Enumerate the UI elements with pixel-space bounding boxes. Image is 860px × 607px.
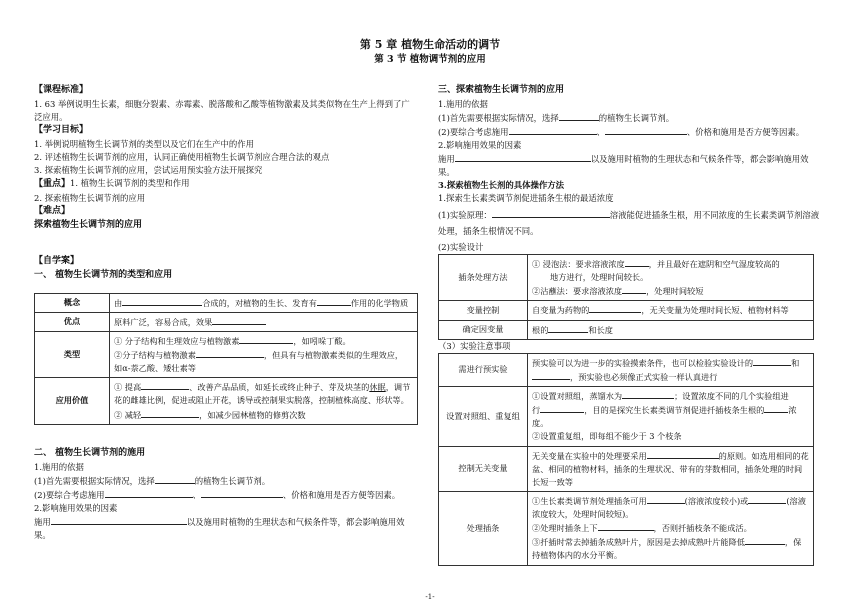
text-line: (2)实验设计 [438, 242, 484, 253]
goal-item: 2. 评述植物生长调节剂的应用，认同正确使用植物生长调节剂应合理合法的观点 [34, 151, 330, 162]
blank-field[interactable] [455, 152, 591, 162]
pre-experiment-label: 需进行预实验 [439, 353, 528, 386]
blank-field[interactable] [598, 521, 654, 531]
control-group-cell: ①设置对照组，蒸馏水为 ；设置浓度不同的几个实验组进 行 ，目的是探究生长素类调节剂促进扦插枝条生根的 浓度。 ②设置重复组，即每组不能少于 3 个枝条 [528, 387, 814, 447]
self-study-heading: 【自学案】 [34, 255, 80, 266]
standard-heading: 【课程标准】 [34, 85, 89, 95]
table-row [439, 255, 814, 301]
blank-field[interactable] [51, 515, 187, 525]
table-row [439, 387, 814, 447]
text-line: （3）实验注意事项 [438, 340, 511, 351]
blank-field[interactable] [239, 334, 293, 344]
blank-field[interactable] [622, 389, 674, 399]
blank-field[interactable] [625, 257, 649, 267]
blank-field[interactable] [317, 296, 351, 306]
text-line: 施用 以及施用时植物的生理状态和气候条件等，都会影响施用效果。 [438, 154, 809, 178]
text-line: (2)要综合考虑施用 、 、价格和施用是否方便等因素。 [34, 489, 401, 500]
chapter-title: 第 5 章 植物生命活动的调节 [359, 38, 501, 51]
pre-experiment-cell: 预实验可以为进一步的实验摸索条件，也可以检验实验设计的 和，预实验也必须像正式实验一样认真进行 [528, 353, 814, 386]
table-row [35, 293, 418, 312]
table-row [439, 320, 814, 339]
type-label: 类型 [35, 331, 110, 377]
text-line: 处理，插条生根情况不同。 [438, 226, 539, 237]
value-cell: ① 提高 、改善产品品质，如延长或终止种子、芽及块茎的休眠，调节花的雌雄比例，促进或阻止开花，诱导或控制果实脱落，控制植株高度、形状等。 ② 减轻 ，如减少园林植物的修剪次数 [110, 378, 418, 424]
blank-field[interactable] [764, 403, 788, 413]
text-line: 1.探索生长素类调节剂促进插条生根的最适浓度 [438, 193, 614, 204]
plant-regulator-table [34, 293, 418, 425]
blank-field[interactable] [212, 315, 266, 325]
right-column [438, 84, 822, 566]
blank-field[interactable] [155, 474, 195, 484]
text-line: 1.施用的依据 [438, 98, 488, 109]
dependent-label: 确定因变量 [439, 320, 528, 339]
irrelevant-variable-cell: 无关变量在实验中的处理要采用 的原则。如选用相同的花盆、相同的植物材料，插条的生理状况、带有的芽数相同，插条处理的时间长短一致等 [528, 446, 814, 491]
cutting-treatment-label: 处理插条 [439, 491, 528, 565]
type-cell: ① 分子结构和生理效应与植物激素 ，如吲哚丁酸。 ②分子结构与植物激素 ，但具有与植物激素类似的生理效应， 如α-萘乙酸、矮壮素等 [110, 331, 418, 377]
section-2-title: 二、 植物生长调节剂的施用 [34, 447, 146, 458]
section-3-title: 三、探索植物生长调节剂的应用 [438, 85, 565, 95]
blank-field[interactable] [122, 296, 202, 306]
irrelevant-variable-label: 控制无关变量 [439, 446, 528, 491]
text-line: (1)实验原理： 溶液能促进插条生根，用不同浓度的生长素类调节剂溶液 [438, 210, 820, 221]
table-row [439, 491, 814, 565]
blank-field[interactable] [196, 348, 264, 358]
table-row [35, 331, 418, 377]
value-label: 应用价值 [35, 378, 110, 424]
blank-field[interactable] [548, 323, 588, 333]
blank-field[interactable] [141, 408, 199, 418]
key-text: 1. 植物生长调节剂的类型和作用 [70, 177, 190, 188]
section-1-title: 一、 植物生长调节剂的类型和应用 [34, 269, 173, 280]
text-line: 施用 以及施用时植物的生理状态和气候条件等，都会影响施用效果。 [34, 516, 405, 540]
text-line: (1)首先需要根据实际情况，选择 的植物生长调节剂。 [34, 475, 271, 486]
treatment-cell: ① 浸泡法：要求溶液浓度 ，并且最好在遮阴和空气湿度较高的 地方进行，处理时间较长。 ②沾蘸法：要求溶液浓度 ，处理时间较短 [528, 255, 814, 301]
blank-field[interactable] [647, 449, 719, 459]
goal-item: 3. 探索植物生长调节剂的应用，尝试运用预实验方法开展探究 [34, 164, 263, 175]
difficult-heading: 【难点】 [34, 205, 71, 216]
concept-label: 概念 [35, 293, 110, 312]
left-column [34, 84, 418, 542]
blank-field[interactable] [589, 303, 641, 313]
variable-label: 变量控制 [439, 301, 528, 320]
text-line: 2.影响施用效果的因素 [34, 502, 118, 513]
treatment-label: 插条处理方法 [439, 255, 528, 301]
blank-field[interactable] [753, 356, 791, 366]
key-text-2: 2. 探索植物生长调节剂的应用 [34, 192, 146, 203]
goals-heading: 【学习目标】 [34, 124, 89, 135]
dependent-cell: 根的 和长度 [528, 320, 814, 339]
concept-cell: 由 合成的，对植物的生长、发育有 作用的化学物质 [110, 293, 418, 312]
cutting-treatment-cell: ①生长素类调节剂处理插条可用 (溶液浓度较小)或 (溶液浓度较大，处理时间较短)。 ②处理时插条上下 ，否则扦插枝条不能成活。 ③扦插时常去掉插条成熟叶片，原因是去掉成熟叶片能降低 ，保持植物体内的水分平衡。 [528, 491, 814, 565]
blank-field[interactable] [105, 488, 193, 498]
variable-cell: 自变量为药物的 ，无关变量为处理时间长短、植物材料等 [528, 301, 814, 320]
blank-field[interactable] [559, 111, 599, 121]
text-line: 2.影响施用效果的因素 [438, 139, 522, 150]
notes-table [438, 353, 814, 566]
table-row [439, 446, 814, 491]
advantage-cell: 原料广泛，容易合成，效果 [110, 312, 418, 331]
table-row [439, 353, 814, 386]
table-row [439, 301, 814, 320]
text-line: (1)首先需要根据实际情况，选择 的植物生长调节剂。 [438, 112, 675, 123]
table-row [35, 312, 418, 331]
control-group-label: 设置对照组、重复组 [439, 387, 528, 447]
text-line: (2)要综合考虑施用 、 、价格和施用是否方便等因素。 [438, 126, 805, 137]
standard-text: 1. 63 举例说明生长素，细胞分裂素、赤霉素、脱落酸和乙酸等植物激素及其类似物在生产上得到了广泛应用。 [34, 98, 410, 122]
goal-item: 1. 举例说明植物生长调节剂的类型以及它们在生产中的作用 [34, 138, 255, 149]
page-number: -1- [425, 593, 435, 602]
experiment-design-table [438, 254, 814, 340]
blank-field[interactable] [201, 488, 283, 498]
blank-field[interactable] [748, 494, 786, 504]
section-title: 第 3 节 植物调节剂的应用 [374, 54, 486, 65]
text-line: 1.施用的依据 [34, 461, 84, 472]
text-line: 3.探索植物生长剂的具体操作方法 [438, 180, 564, 191]
blank-field[interactable] [622, 284, 646, 294]
blank-field[interactable] [141, 380, 189, 390]
key-points [34, 177, 418, 192]
table-row [35, 378, 418, 424]
blank-field[interactable] [745, 535, 785, 545]
blank-field[interactable] [492, 208, 610, 218]
blank-field[interactable] [532, 370, 570, 380]
difficult-text: 探索植物生长调节剂的应用 [34, 219, 143, 230]
blank-field[interactable] [540, 403, 584, 413]
blank-field[interactable] [605, 125, 687, 135]
advantage-label: 优点 [35, 312, 110, 331]
key-label: 【重点】 [34, 178, 71, 189]
blank-field[interactable] [647, 494, 685, 504]
blank-field[interactable] [509, 125, 597, 135]
